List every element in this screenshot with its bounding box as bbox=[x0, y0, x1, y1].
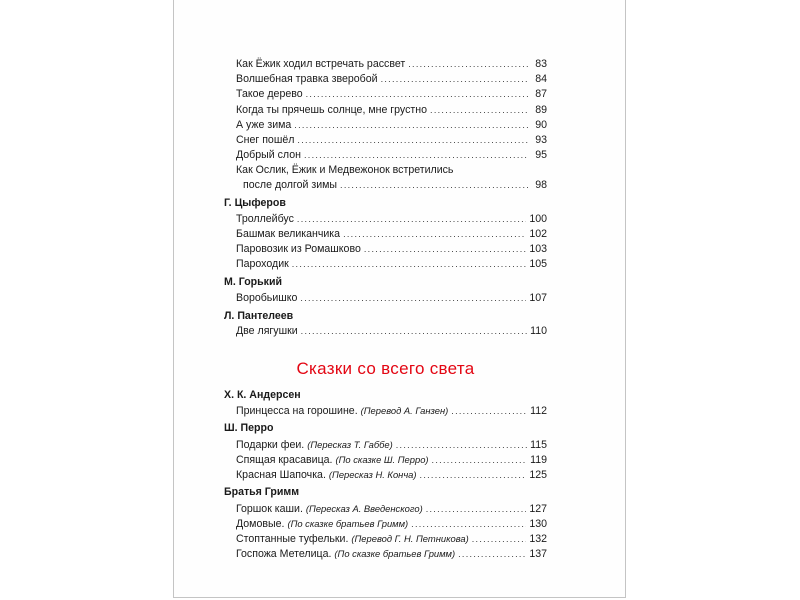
entry-title: Принцесса на горошине. bbox=[236, 405, 358, 418]
toc-entry bbox=[224, 87, 547, 102]
entry-title: Воробьишко bbox=[236, 291, 298, 304]
entry-title: Паровозик из Ромашково bbox=[236, 242, 361, 255]
toc-entry bbox=[224, 57, 547, 72]
leader-dots bbox=[294, 118, 528, 133]
entry-title: Троллейбус bbox=[236, 212, 294, 225]
table-of-contents bbox=[224, 57, 547, 562]
author-heading: Братья Гримм bbox=[224, 486, 300, 499]
page-number: 112 bbox=[530, 405, 547, 418]
page-number: 127 bbox=[529, 502, 547, 515]
toc-entry bbox=[224, 437, 547, 452]
page-number: 115 bbox=[530, 438, 547, 451]
leader-dots bbox=[430, 103, 528, 118]
entry-title: Спящая красавица. bbox=[236, 454, 333, 466]
page-number: 119 bbox=[530, 454, 547, 466]
entry-title: Домовые. bbox=[236, 518, 285, 531]
entry-title: Пароходик bbox=[236, 258, 289, 271]
entry-title: Когда ты прячешь солнце, мне грустно bbox=[236, 103, 428, 116]
entry-title: Волшебная травка зверобой bbox=[236, 73, 378, 86]
page-number: 87 bbox=[535, 88, 547, 101]
toc-entry bbox=[224, 257, 547, 272]
leader-dots bbox=[306, 87, 528, 102]
leader-dots bbox=[364, 242, 526, 257]
page-number: 83 bbox=[535, 58, 547, 70]
leader-dots bbox=[426, 502, 527, 517]
entry-title: Такое дерево bbox=[236, 88, 303, 101]
leader-dots bbox=[420, 468, 527, 483]
toc-entry bbox=[224, 212, 547, 227]
entry-title: Две лягушки bbox=[236, 325, 298, 338]
toc-entry bbox=[224, 118, 547, 133]
entry-note: (Пересказ А. Введенского) bbox=[305, 502, 423, 514]
toc-entry-line1 bbox=[224, 163, 547, 178]
leader-dots bbox=[396, 438, 527, 453]
page-number: 110 bbox=[530, 325, 547, 338]
leader-dots bbox=[408, 57, 528, 72]
page-number: 132 bbox=[529, 533, 547, 546]
author-heading: Г. Цыферов bbox=[224, 197, 286, 209]
toc-entry bbox=[224, 227, 547, 242]
entry-note: (По сказке братьев Гримм) bbox=[334, 548, 456, 560]
leader-dots bbox=[472, 532, 527, 547]
toc-entry bbox=[224, 546, 547, 561]
toc-entry bbox=[224, 452, 547, 467]
leader-dots bbox=[340, 178, 528, 193]
entry-title: Госпожа Метелица. bbox=[236, 548, 332, 561]
entry-title: А уже зима bbox=[236, 118, 292, 131]
entry-title: Как Ёжик ходил встречать рассвет bbox=[236, 58, 406, 70]
page-number: 93 bbox=[535, 133, 547, 146]
toc-entry bbox=[224, 103, 547, 118]
leader-dots bbox=[300, 291, 526, 306]
page-number: 95 bbox=[535, 149, 547, 162]
toc-entry bbox=[224, 531, 547, 546]
leader-dots bbox=[297, 133, 528, 148]
page-number: 137 bbox=[529, 548, 547, 561]
toc-entry bbox=[224, 148, 547, 163]
leader-dots bbox=[451, 404, 527, 419]
entry-note: (Пересказ Т. Габбе) bbox=[307, 438, 393, 450]
entry-note: (Перевод Г. Н. Петникова) bbox=[351, 533, 469, 545]
leader-dots bbox=[292, 257, 527, 272]
author-heading: Л. Пантелеев bbox=[224, 309, 294, 322]
page-number: 84 bbox=[535, 73, 547, 86]
leader-dots bbox=[304, 148, 528, 163]
entry-title: Подарки феи. bbox=[236, 438, 305, 451]
page-number: 102 bbox=[529, 227, 547, 240]
entry-note: (Перевод А. Ганзен) bbox=[360, 405, 449, 417]
leader-dots bbox=[381, 72, 528, 87]
entry-title: Как Ослик, Ёжик и Медвежонок встретились bbox=[236, 164, 454, 177]
page-number: 107 bbox=[529, 291, 547, 304]
leader-dots bbox=[411, 517, 526, 532]
page-number: 105 bbox=[529, 258, 547, 271]
entry-note: (По сказке братьев Гримм) bbox=[287, 518, 409, 530]
leader-dots bbox=[343, 227, 526, 242]
entry-note: (По сказке Ш. Перро) bbox=[335, 454, 429, 465]
leader-dots bbox=[458, 547, 526, 562]
page-number: 125 bbox=[529, 469, 547, 482]
page-number: 89 bbox=[535, 103, 547, 116]
entry-note: (Пересказ Н. Конча) bbox=[328, 469, 417, 481]
page-number: 100 bbox=[529, 212, 547, 225]
leader-dots bbox=[297, 212, 526, 227]
author-heading: Ш. Перро bbox=[224, 422, 274, 435]
toc-entry bbox=[224, 324, 547, 339]
toc-entry bbox=[224, 242, 547, 257]
toc-entry bbox=[224, 467, 547, 482]
toc-entry bbox=[224, 72, 547, 87]
entry-title: Красная Шапочка. bbox=[236, 469, 326, 482]
entry-title: Башмак великанчика bbox=[236, 227, 341, 240]
page-number: 103 bbox=[529, 242, 547, 255]
author-heading: Х. К. Андерсен bbox=[224, 388, 301, 401]
entry-title: Стоптанные туфельки. bbox=[236, 533, 349, 546]
page-number: 130 bbox=[529, 518, 547, 531]
toc-entry-line2 bbox=[224, 178, 547, 193]
leader-dots bbox=[432, 453, 528, 468]
entry-title: Горшок каши. bbox=[236, 502, 303, 515]
page-number: 98 bbox=[535, 178, 547, 191]
toc-entry bbox=[224, 403, 547, 418]
leader-dots bbox=[301, 324, 527, 339]
toc-entry bbox=[224, 291, 547, 306]
entry-title: Добрый слон bbox=[236, 149, 301, 162]
author-heading: М. Горький bbox=[224, 276, 282, 289]
page-number: 90 bbox=[535, 118, 547, 131]
entry-title: Снег пошёл bbox=[236, 133, 295, 146]
toc-entry bbox=[224, 516, 547, 531]
entry-title-continued: после долгой зимы bbox=[243, 178, 338, 191]
section-title: Сказки со всего света bbox=[296, 358, 475, 378]
toc-entry bbox=[224, 133, 547, 148]
toc-entry bbox=[224, 501, 547, 516]
